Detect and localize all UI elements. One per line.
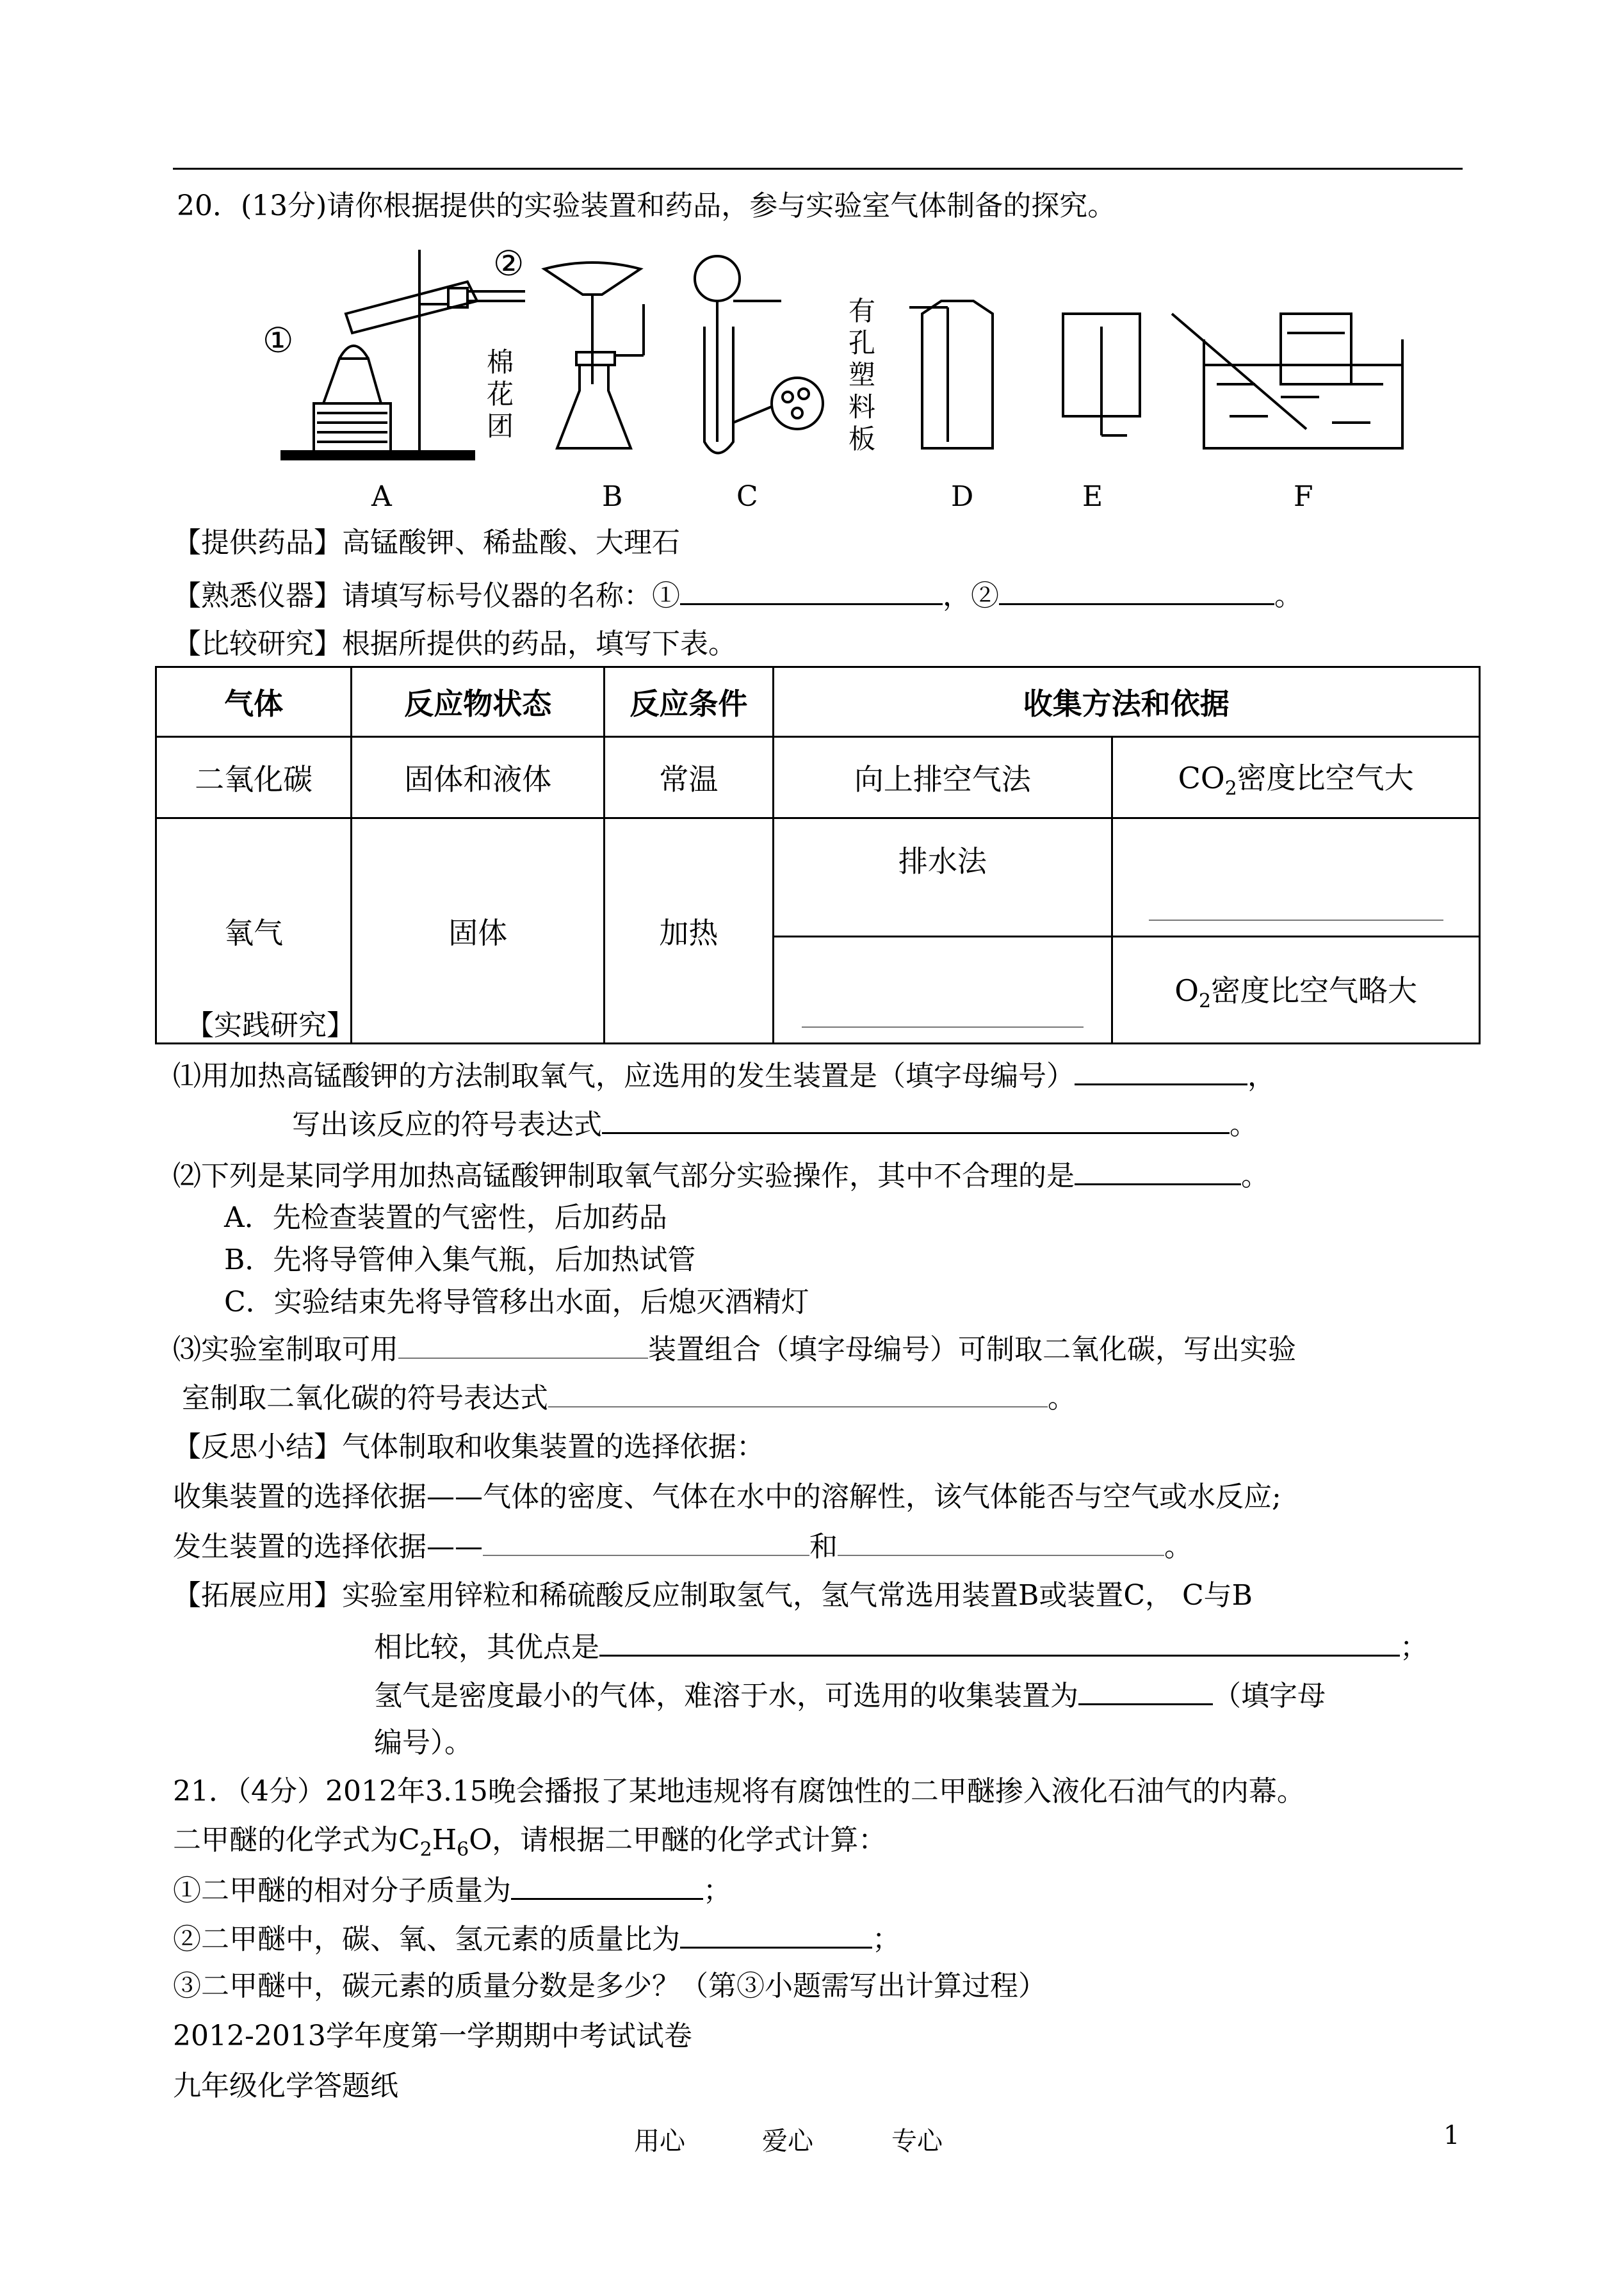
compare-intro: 【比较研究】根据所提供的药品，填写下表。 [173, 628, 736, 660]
label-a: A [371, 480, 392, 512]
practice-1b: 写出该反应的符号表达式 。 [292, 1108, 1258, 1141]
label-b: B [602, 480, 623, 512]
footer-motto-2: 爱心 [762, 2127, 813, 2156]
youkong-label-4: 料 [849, 391, 876, 423]
blank-p2[interactable] [1075, 1160, 1241, 1185]
blank-gen-basis-2[interactable] [838, 1532, 1164, 1556]
practice-title: 【实践研究】 [186, 1009, 355, 1042]
o2-gas: 氧气 [156, 818, 352, 1044]
top-rule [173, 168, 1463, 170]
mianhua-label-2: 花 [487, 378, 514, 410]
instrument-end: 。 [1274, 580, 1303, 612]
practice-3b: 室制取二氧化碳的符号表达式 。 [182, 1382, 1076, 1415]
apparatus-figure [256, 231, 1422, 512]
blank-mass-ratio[interactable] [680, 1924, 872, 1949]
instrument-prefix: 【熟悉仪器】请填写标号仪器的名称：① [173, 580, 680, 612]
option-c: C．实验结束先将导管移出水面，后熄灭酒精灯 [224, 1286, 809, 1318]
blank-instrument-1[interactable] [680, 580, 943, 605]
youkong-label-2: 孔 [849, 327, 876, 359]
apparatus-d [909, 301, 993, 448]
label-d: D [951, 480, 974, 512]
footer-motto-1: 用心 [634, 2127, 685, 2156]
o2-basis-water-cell [1112, 818, 1480, 937]
o2-condition: 加热 [605, 818, 773, 1044]
th-collection: 收集方法和依据 [773, 667, 1479, 737]
blank-water-basis[interactable] [1149, 896, 1443, 921]
co2-basis: $CO_2$密度比空气大 [1112, 737, 1480, 818]
collection-basis: 收集装置的选择依据——气体的密度、气体在水中的溶解性，该气体能否与空气或水反应; [173, 1480, 1281, 1513]
q21-sub3: ③二甲醚中，碳元素的质量分数是多少？（第③小题需写出计算过程） [173, 1970, 1046, 2002]
co2-method: 向上排空气法 [773, 737, 1112, 818]
extension-2: 相比较，其优点是 ； [374, 1631, 1428, 1664]
option-a: A．先检查装置的气密性，后加药品 [224, 1201, 667, 1234]
apparatus-c [695, 256, 823, 453]
practice-1a: ⑴用加热高锰酸钾的方法制取氧气，应选用的发生装置是（填字母编号） ， [173, 1060, 1276, 1092]
apparatus-e [1063, 314, 1140, 435]
blank-gen-basis-1[interactable] [483, 1532, 809, 1556]
blank-p3-combo[interactable] [398, 1334, 648, 1359]
instrument-line [173, 580, 1303, 610]
co2-condition: 常温 [605, 737, 773, 818]
practice-2: ⑵下列是某同学用加热高锰酸钾制取氧气部分实验操作，其中不合理的是 。 [173, 1160, 1269, 1192]
blank-p3-equation[interactable] [548, 1383, 1048, 1407]
gas-table [155, 666, 1481, 1044]
blank-p1-device[interactable] [1075, 1060, 1247, 1085]
q21-line2: 二甲醚的化学式为$C_2H_6O$，请根据二甲醚的化学式计算： [173, 1824, 887, 1861]
q21-sub1: ①二甲醚的相对分子质量为 ； [173, 1874, 731, 1907]
footer-motto-3: 专心 [891, 2127, 943, 2156]
reflection-title: 【反思小结】气体制取和收集装置的选择依据： [173, 1431, 765, 1463]
apparatus-f [1172, 314, 1402, 448]
extension-3: 氢气是密度最小的气体，难溶于水，可选用的收集装置为 （填字母 [374, 1680, 1326, 1712]
extension-1: 【拓展应用】实验室用锌粒和稀硫酸反应制取氢气，氢气常选用装置B或装置C， C与B [173, 1579, 1253, 1612]
blank-p1-equation[interactable] [602, 1109, 1230, 1134]
blank-h2-collect[interactable] [1078, 1680, 1213, 1705]
o2-method-water: 排水法 [773, 818, 1112, 937]
th-gas: 气体 [156, 667, 352, 737]
mianhua-label-3: 团 [487, 410, 514, 442]
instrument-mid: ，② [943, 580, 999, 612]
blank-instrument-2[interactable] [999, 580, 1274, 605]
youkong-label-5: 板 [849, 423, 876, 455]
exam-title: 2012-2013学年度第一学期期中考试试卷 [173, 2020, 692, 2052]
blank-advantage[interactable] [599, 1632, 1400, 1657]
marker-2: ② [493, 243, 524, 284]
blank-molar-mass[interactable] [511, 1875, 703, 1900]
option-b: B．先将导管伸入集气瓶，后加热试管 [224, 1244, 696, 1276]
apparatus-b [544, 263, 644, 448]
blank-air-method[interactable] [802, 1003, 1084, 1028]
label-c: C [736, 480, 758, 512]
q21-line1: 21．（4分）2012年3.15晚会播报了某地违规将有腐蚀性的二甲醚掺入液化石油气的内幕。 [173, 1775, 1305, 1808]
o2-basis-air: $O_2$密度比空气略大 [1112, 937, 1480, 1044]
page-number: 1 [1443, 2121, 1460, 2150]
th-state: 反应物状态 [352, 667, 605, 737]
label-e: E [1082, 480, 1103, 512]
youkong-label-1: 有 [849, 295, 876, 327]
provided-reagents: 【提供药品】高锰酸钾、稀盐酸、大理石 [173, 526, 680, 559]
th-condition: 反应条件 [605, 667, 773, 737]
mianhua-label-1: 棉 [487, 346, 514, 378]
practice-3a: ⑶实验室制取可用 装置组合（填字母编号）可制取二氧化碳，写出实验 [173, 1333, 1296, 1366]
marker-1: ① [263, 320, 294, 361]
q20-title: 20．(13分)请你根据提供的实验装置和药品，参与实验室气体制备的探究。 [177, 190, 1116, 222]
youkong-label-3: 塑 [849, 359, 876, 391]
o2-method-air-cell [773, 937, 1112, 1044]
co2-gas: 二氧化碳 [156, 737, 352, 818]
o2-state: 固体 [352, 818, 605, 1044]
q21-sub2: ②二甲醚中，碳、氧、氢元素的质量比为 ； [173, 1923, 900, 1956]
answer-sheet-title: 九年级化学答题纸 [173, 2070, 398, 2102]
generation-basis: 发生装置的选择依据—— 和 。 [173, 1530, 1192, 1563]
extension-4: 编号）。 [374, 1726, 473, 1759]
co2-state: 固体和液体 [352, 737, 605, 818]
label-f: F [1294, 480, 1313, 512]
